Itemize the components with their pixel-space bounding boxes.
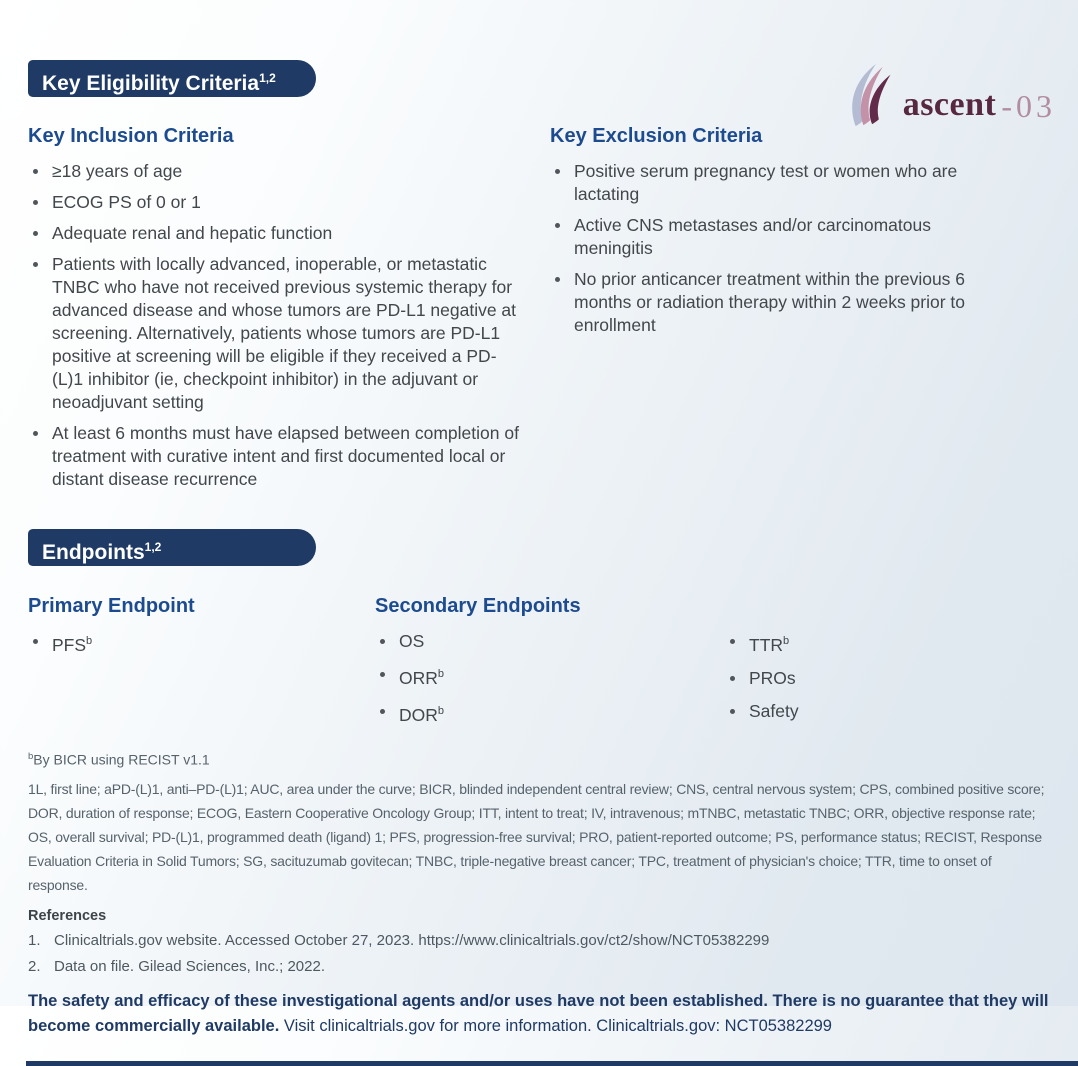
endpoints-header-label: Endpoints (42, 541, 145, 564)
endpoint-label: PROs (749, 667, 796, 688)
page (0, 60, 1078, 1066)
exclusion-item-text: Active CNS metastases and/or carcinomatous meningitis (574, 215, 931, 258)
exclusion-item-text: No prior anticancer treatment within the previous 6 months or radiation therapy within 2 weeks prior to enrollment (574, 269, 966, 335)
bullet-icon (33, 169, 38, 174)
bullet-icon (555, 223, 560, 228)
endpoints-section-header (28, 529, 316, 566)
endpoint-superscript: b (86, 635, 93, 647)
bullet-icon (380, 639, 385, 644)
inclusion-item-text: ECOG PS of 0 or 1 (52, 192, 201, 212)
logo-suffix-text: -03 (1001, 88, 1056, 124)
endpoint-label: ORR (399, 667, 438, 688)
inclusion-item (28, 422, 520, 491)
bullet-icon (33, 262, 38, 267)
inclusion-column (28, 124, 520, 499)
disclaimer-regular-text: Visit clinicaltrials.gov for more information. Clinicaltrials.gov: NCT05382299 (279, 1017, 832, 1036)
logo-brand-text: ascent (902, 86, 997, 123)
endpoint-item (725, 700, 799, 723)
footnote-superscript: b (28, 750, 34, 762)
endpoint-item (725, 630, 799, 657)
inclusion-item (28, 222, 520, 245)
disclaimer-bold-text: The safety and efficacy of these investigational agents and/or uses have not been established. There is no guarantee that they will become commercially available. (28, 992, 1049, 1036)
endpoint-label: OS (399, 631, 425, 651)
exclusion-item (550, 214, 1005, 260)
bullet-icon (730, 676, 735, 681)
endpoint-item-text (399, 630, 725, 653)
endpoint-item (375, 700, 725, 727)
ascent-logo-swoosh-icon (849, 64, 899, 128)
endpoint-item (725, 667, 799, 690)
endpoints-header-superscript: 1,2 (144, 540, 162, 554)
inclusion-title: Key Inclusion Criteria (28, 125, 234, 147)
endpoints-columns (28, 594, 1050, 737)
eligibility-section-header (28, 60, 316, 97)
eligibility-header-superscript: 1,2 (259, 71, 276, 85)
exclusion-item (550, 160, 1005, 206)
exclusion-title: Key Exclusion Criteria (550, 125, 763, 147)
inclusion-item (28, 160, 520, 183)
bicr-footnote (28, 751, 1050, 768)
reference-item (28, 930, 1050, 952)
bottom-navy-bar (26, 1061, 1078, 1066)
inclusion-item-text: At least 6 months must have elapsed between completion of treatment with curative intent and first documented local or distant disease recurrence (52, 423, 519, 489)
endpoint-item-text (749, 667, 799, 690)
endpoint-label: Safety (749, 700, 799, 721)
references-title: References (28, 908, 107, 925)
endpoint-superscript: b (783, 635, 790, 647)
endpoint-superscript: b (437, 704, 445, 717)
bullet-icon (730, 639, 735, 644)
reference-item (28, 956, 1050, 978)
endpoint-superscript: b (437, 668, 445, 680)
endpoint-item (28, 630, 375, 657)
endpoint-item-text (52, 630, 375, 657)
endpoint-label: PFS (52, 634, 87, 655)
eligibility-header-label: Key Eligibility Criteria (42, 72, 260, 95)
exclusion-column (550, 124, 1005, 499)
bullet-icon (730, 709, 735, 714)
endpoint-label: DOR (399, 704, 438, 725)
primary-endpoint-title: Primary Endpoint (28, 595, 195, 617)
endpoint-item (375, 630, 725, 653)
safety-disclaimer (28, 989, 1050, 1039)
inclusion-item-text: ≥18 years of age (52, 161, 183, 181)
secondary-endpoints-column (375, 594, 725, 737)
reference-text: Data on file. Gilead Sciences, Inc.; 2022. (54, 958, 325, 976)
endpoint-item-text (399, 663, 725, 690)
inclusion-item (28, 253, 520, 414)
bullet-icon (33, 200, 38, 205)
inclusion-item (28, 191, 520, 214)
endpoint-label: TTR (749, 634, 784, 655)
abbreviations-paragraph: 1L, first line; aPD-(L)1, anti–PD-(L)1; AUC, area under the curve; BICR, blinded independent central review; CNS, central nervous system; CPS, combined positive score; DOR, duration of response; ECOG, Eastern Cooperative Oncology Group; ITT, intent to treat; IV, intravenous; mTNBC, metastatic TNBC; ORR, objective response rate; OS, overall survival; PD-(L)1, programmed death (ligand) 1; PFS, progression-free survival; PRO, patient-reported outcome; PS, performance status; RECIST, Response Evaluation Criteria in Solid Tumors; SG, sacituzumab govitecan; TNBC, triple-negative breast cancer; TPC, treatment of physician's choice; TTR, time to onset of response. (28, 781, 1045, 894)
bullet-icon (33, 639, 38, 644)
exclusion-item-text: Positive serum pregnancy test or women who are lactating (574, 161, 958, 204)
endpoint-item-text (399, 700, 725, 727)
footnote-text: By BICR using RECIST v1.1 (33, 751, 210, 768)
secondary-endpoints-column-2 (725, 594, 799, 737)
reference-number: 1. (28, 932, 41, 950)
endpoint-item-text (749, 700, 799, 723)
bullet-icon (380, 672, 385, 677)
secondary-endpoints-title: Secondary Endpoints (375, 595, 581, 617)
reference-text: Clinicaltrials.gov website. Accessed October 27, 2023. https://www.clinicaltrials.gov/ct2/show/NCT05382299 (54, 932, 770, 950)
inclusion-item-text: Adequate renal and hepatic function (52, 223, 333, 243)
endpoint-item (375, 663, 725, 690)
bullet-icon (555, 169, 560, 174)
criteria-columns (28, 124, 1050, 499)
ascent-03-logo (849, 64, 1056, 128)
reference-number: 2. (28, 958, 41, 976)
bullet-icon (33, 231, 38, 236)
footnotes (28, 751, 1050, 979)
endpoint-item-text (749, 630, 799, 657)
exclusion-item (550, 268, 1005, 337)
primary-endpoint-column (28, 594, 375, 737)
bullet-icon (555, 277, 560, 282)
inclusion-item-text: Patients with locally advanced, inoperable, or metastatic TNBC who have not received previous systemic therapy for advanced disease and whose tumors are PD-L1 negative at screening. Alternatively, patients whose tumors are PD-L1 positive at screening will be eligible if they received a PD-(L)1 inhibitor (ie, checkpoint inhibitor) in the adjuvant or neoadjuvant setting (52, 254, 517, 412)
bullet-icon (380, 709, 385, 714)
bullet-icon (33, 431, 38, 436)
